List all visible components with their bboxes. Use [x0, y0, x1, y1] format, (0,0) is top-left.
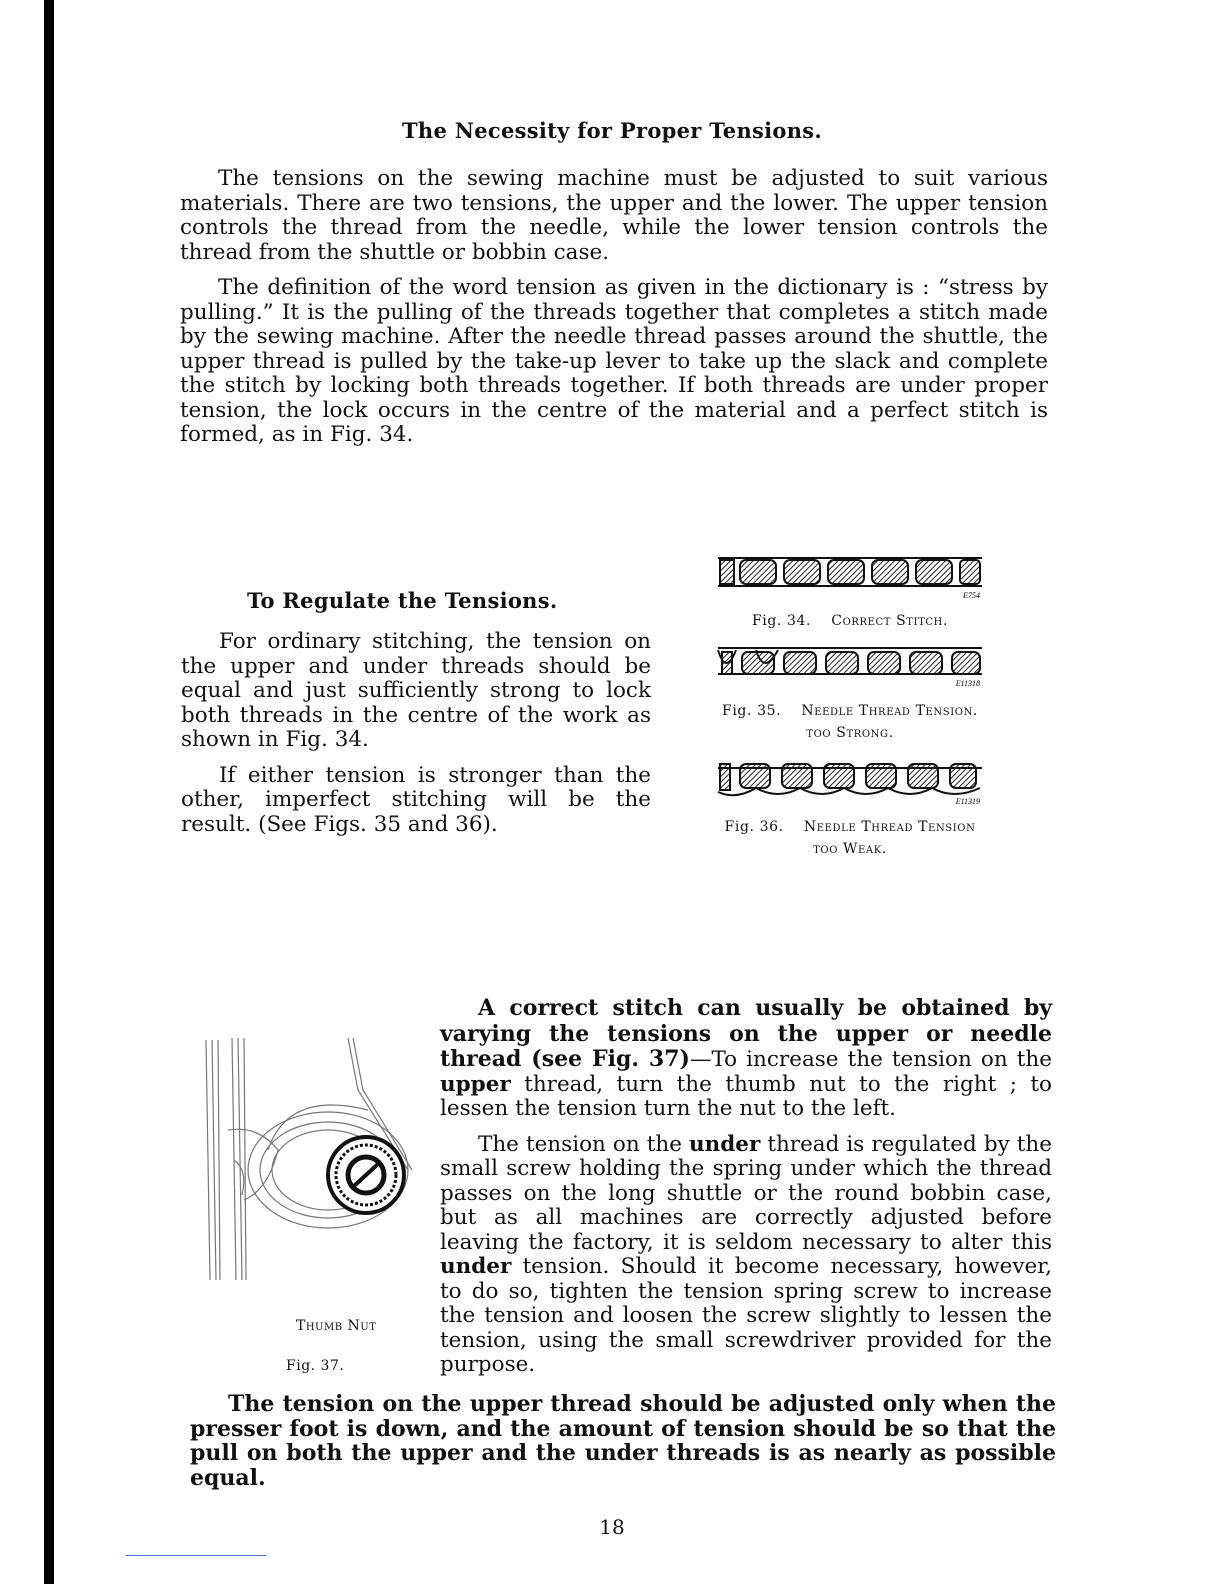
closing-paragraph: The tension on the upper thread should be adjusted only when the presser foot is down, and the amount of tension should be so that the pull on both the upper and the under threads is as nearly as possible equal.: [190, 1391, 1056, 1491]
fig36-caption-text: Needle Thread Tension: [803, 819, 976, 835]
fig35-code: E11318: [955, 679, 980, 688]
fig37-caption-number: Fig. 37.: [286, 1358, 345, 1374]
fig35-caption-text: Needle Thread Tension.: [801, 703, 978, 719]
fig35-caption-number: Fig. 35.: [722, 703, 782, 719]
section3-p1-bold2: upper: [440, 1071, 511, 1097]
section3-body: [440, 996, 1052, 1389]
section3-paragraph-1: [440, 996, 1052, 1122]
scan-edge-line: [126, 1555, 266, 1556]
section3-p1-bold: A correct stitch can usually be obtained by varying the tensions on the upper or needle thread (see Fig. 37): [440, 995, 1052, 1072]
heading-necessity: The Necessity for Proper Tensions.: [401, 118, 823, 143]
heading-regulate: To Regulate the Tensions.: [247, 588, 558, 613]
section3-p2-bold1: under: [688, 1131, 761, 1157]
page-number: 18: [599, 1515, 625, 1539]
fig36-caption-number: Fig. 36.: [724, 819, 784, 835]
fig36-caption-text-2: too Weak.: [813, 841, 887, 857]
section2-paragraph-1: For ordinary stitching, the tension on the upper and under threads should be equal and just sufficiently strong to lock both threads in the centre of the work as shown in Fig. 34.: [181, 629, 651, 752]
fig34-caption-text: Correct Stitch.: [831, 613, 949, 629]
section3-p1-rest-a: —To increase the tension on the: [689, 1047, 1052, 1072]
section3-p2-b: thread is regulated by the small screw holding the spring under which the thread passes on the long shuttle or the round bobbin case, but as all machines are correctly adjusted before leaving the factory, it is seldom necessary to alter this: [440, 1131, 1052, 1255]
thumb-nut-label: Thumb Nut: [296, 1318, 377, 1334]
section1-paragraph-1: The tensions on the sewing machine must be adjusted to suit various materials. There are two tensions, the upper and the lower. The upper tension controls the thread from the needle, while the lower tension controls the thread from the shuttle or bobbin case.: [180, 166, 1048, 265]
section3-p2-bold2: under: [440, 1254, 512, 1279]
fig35-caption-text-2: too Strong.: [806, 725, 894, 741]
fig36-code: E11319: [955, 797, 980, 806]
section3-p2-a: The tension on the: [478, 1131, 689, 1157]
correct-stitch-illustration: [716, 552, 986, 600]
fig35-caption: [684, 700, 1016, 744]
scan-edge-bar: [44, 0, 54, 1584]
fig34-caption: [700, 610, 1000, 632]
fig34-code: E754: [963, 591, 980, 600]
section2-body: [181, 630, 651, 848]
section3-paragraph-2: [440, 1133, 1052, 1378]
closing-note: [190, 1392, 1056, 1501]
fig34-caption-number: Fig. 34.: [751, 613, 812, 629]
section1-body: [180, 167, 1048, 459]
needle-tension-too-weak-illustration: [716, 758, 986, 806]
fig36-caption: [684, 816, 1016, 860]
section3-p2-c: tension. Should it become necessary, however, to do so, tighten the tension spring screw to increase the tension and loosen the screw slightly to lessen the tension, using the small screwdriver provided for the purpose.: [440, 1254, 1052, 1377]
fig37-label: [296, 1318, 376, 1334]
section3-p1-rest-b: thread, turn the thumb nut to the right ; to lessen the tension turn the nut to the left.: [440, 1071, 1052, 1121]
section2-paragraph-2: If either tension is stronger than the other, imperfect stitching will be the result. (See Figs. 35 and 36).: [181, 762, 651, 837]
thumb-nut-illustration: [198, 1030, 418, 1290]
needle-tension-too-strong-illustration: [716, 642, 986, 690]
section1-paragraph-2: The definition of the word tension as given in the dictionary is : “stress by pulling.” It is the pulling of the threads together that completes a stitch made by the sewing machine. After the needle thread passes around the shuttle, the upper thread is pulled by the take-up lever to take up the slack and complete the stitch by locking both threads together. If both threads are under proper tension, the lock occurs in the centre of the material and a perfect stitch is formed, as in Fig. 34.: [180, 275, 1048, 447]
